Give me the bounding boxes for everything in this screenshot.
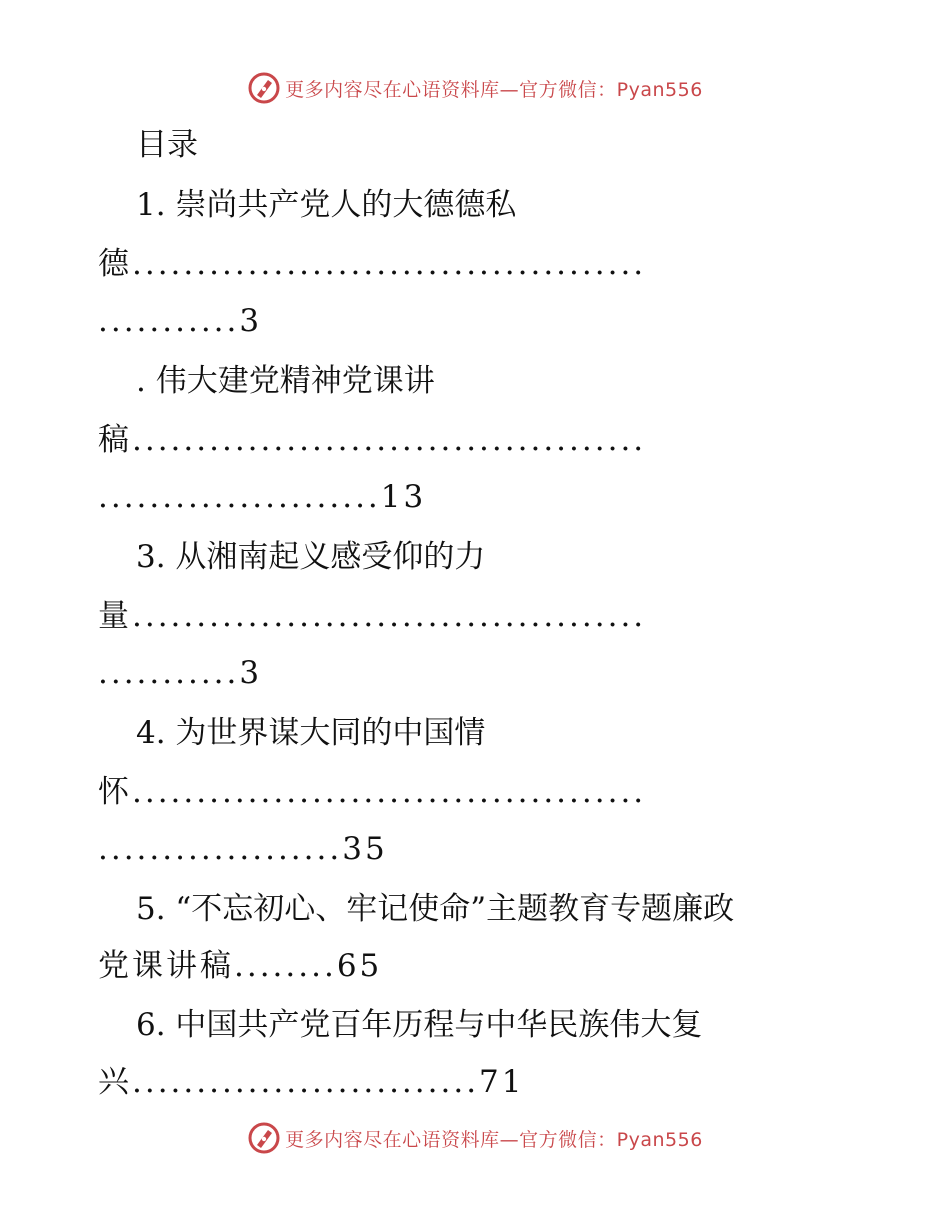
toc-entry-2-page: ......................13 — [98, 479, 427, 515]
toc-entry-6-page: 兴...........................71 — [98, 1064, 525, 1100]
toc-entry-6-title[interactable]: 6. 中国共产党百年历程与中华民族伟大复 — [136, 1007, 703, 1043]
toc-entry-5-title[interactable]: 5. “不忘初心、牢记使命”主题教育专题廉政 — [136, 891, 735, 927]
toc-entry-4-leader: 怀........................................ — [98, 774, 647, 810]
footer-watermark — [0, 1118, 950, 1158]
toc-entry-3-title[interactable]: 3. 从湘南起义感受仰的力 — [136, 539, 486, 575]
watermark-text: 更多内容尽在心语资料库—官方微信：Pyan556 — [285, 78, 703, 101]
pen-nib-circle-icon — [247, 1121, 281, 1155]
toc-entry-1-leader: 德........................................ — [98, 246, 647, 282]
toc-entry-4-page: ...................35 — [98, 831, 388, 867]
toc-entry-3-page: ...........3 — [98, 655, 263, 691]
toc-entry-2-leader: 稿........................................ — [98, 422, 647, 458]
header-watermark — [0, 68, 950, 108]
toc-entry-3-leader: 量........................................ — [98, 598, 647, 634]
pen-nib-circle-icon — [247, 71, 281, 105]
toc-entry-5-page: 党课讲稿........65 — [98, 948, 383, 984]
toc-entry-4-title[interactable]: 4. 为世界谋大同的中国情 — [136, 715, 486, 751]
toc-entry-1-page: ...........3 — [98, 303, 263, 339]
toc-entry-2-title[interactable]: . 伟大建党精神党课讲 — [136, 363, 435, 399]
watermark-text: 更多内容尽在心语资料库—官方微信：Pyan556 — [285, 1128, 703, 1151]
toc-title: 目录 — [136, 127, 198, 163]
toc-entry-1-title[interactable]: 1. 崇尚共产党人的大德德私 — [136, 187, 517, 223]
